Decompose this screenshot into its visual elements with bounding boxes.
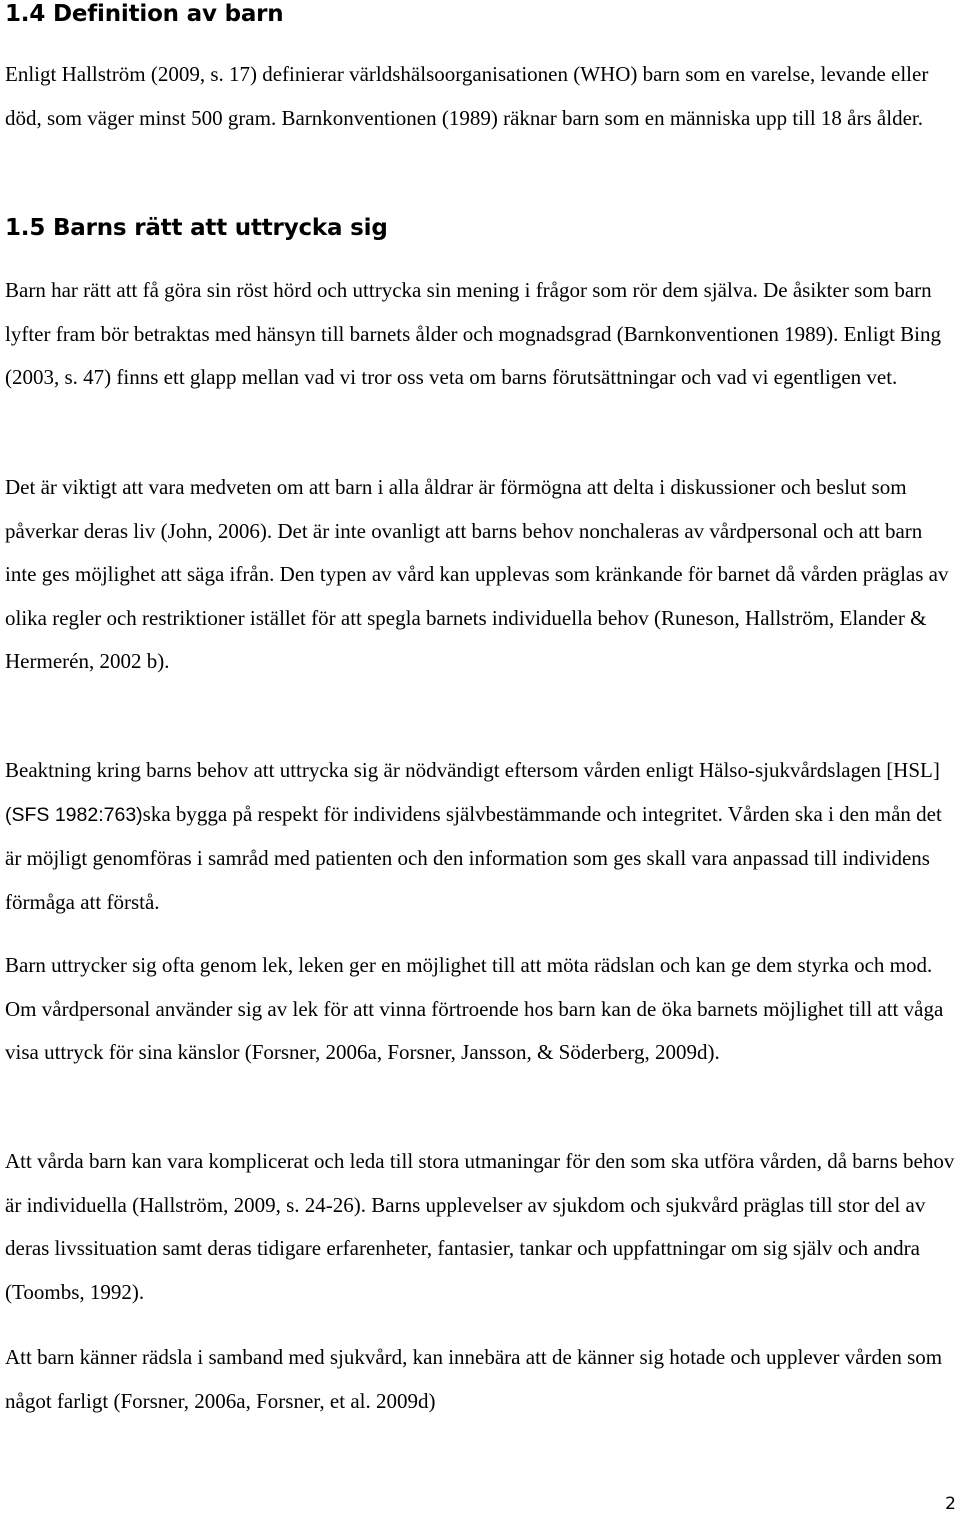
paragraph-definition: Enligt Hallström (2009, s. 17) definierar världshälsoorganisationen (WHO) barn som en varelse, levande eller död, som väger minst 500 gram. Barnkonventionen (1989) räknar barn som en människa upp till 18 års ålder. [5, 62, 929, 130]
paragraph-hsl [5, 749, 957, 924]
hsl-text-before: Beaktning kring barns behov att uttrycka sig är nödvändigt eftersom vården enligt Hälso-sjukvårdslagen [HSL] [5, 758, 940, 782]
paragraph-children-rights: Barn har rätt att få göra sin röst hörd och uttrycka sin mening i frågor som rör dem själva. De åsikter som barn lyfter fram bör betraktas med hänsyn till barnets ålder och mognadsgrad (Barnkonventionen 1989). Enligt Bing (2003, s. 47) finns ett glapp mellan vad vi tror oss veta om barns förutsättningar och vad vi egentligen vet. [5, 278, 942, 390]
hsl-text-after: ska bygga på respekt för individens självbestämmande och integritet. Vården ska i den mån det är möjligt genomföras i samråd med patienten och den information som ges skall vara anpassad till individens förmåga att förstå. [5, 801, 942, 914]
sfs-reference: (SFS 1982:763) [5, 803, 143, 826]
section-heading-1-5: 1.5 Barns rätt att uttrycka sig [5, 215, 388, 241]
paragraph-fear: Att barn känner rädsla i samband med sjukvård, kan innebära att de känner sig hotade och upplever vården som något farligt (Forsner, 2006a, Forsner, et al. 2009d) [5, 1345, 943, 1413]
paragraph-play: Barn uttrycker sig ofta genom lek, leken ger en möjlighet till att möta rädslan och kan ge dem styrka och mod. Om vårdpersonal använder sig av lek för att vinna förtroende hos barn kan de öka barnets möjlighet till att våga visa uttryck för sina känslor (Forsner, 2006a, Forsner, Jansson, & Söderberg, 2009d). [5, 953, 944, 1065]
page-number: 2 [945, 1494, 956, 1514]
section-heading-1-4: 1.4 Definition av barn [5, 1, 284, 27]
paragraph-care-challenges: Att vårda barn kan vara komplicerat och leda till stora utmaningar för den som ska utföra vården, då barns behov är individuella (Hallström, 2009, s. 24-26). Barns upplevelser av sjukdom och sjukvård präglas till stor del av deras livssituation samt deras tidigare erfarenheter, fantasier, tankar och uppfattningar om sig själv och andra (Toombs, 1992). [5, 1149, 955, 1304]
paragraph-participation: Det är viktigt att vara medveten om att barn i alla åldrar är förmögna att delta i diskussioner och beslut som påverkar deras liv (John, 2006). Det är inte ovanligt att barns behov nonchaleras av vårdpersonal och att barn inte ges möjlighet att säga ifrån. Den typen av vård kan upplevas som kränkande för barnet då vården präglas av olika regler och restriktioner istället för att spegla barnets individuella behov (Runeson, Hallström, Elander & Hermerén, 2002 b). [5, 475, 949, 674]
